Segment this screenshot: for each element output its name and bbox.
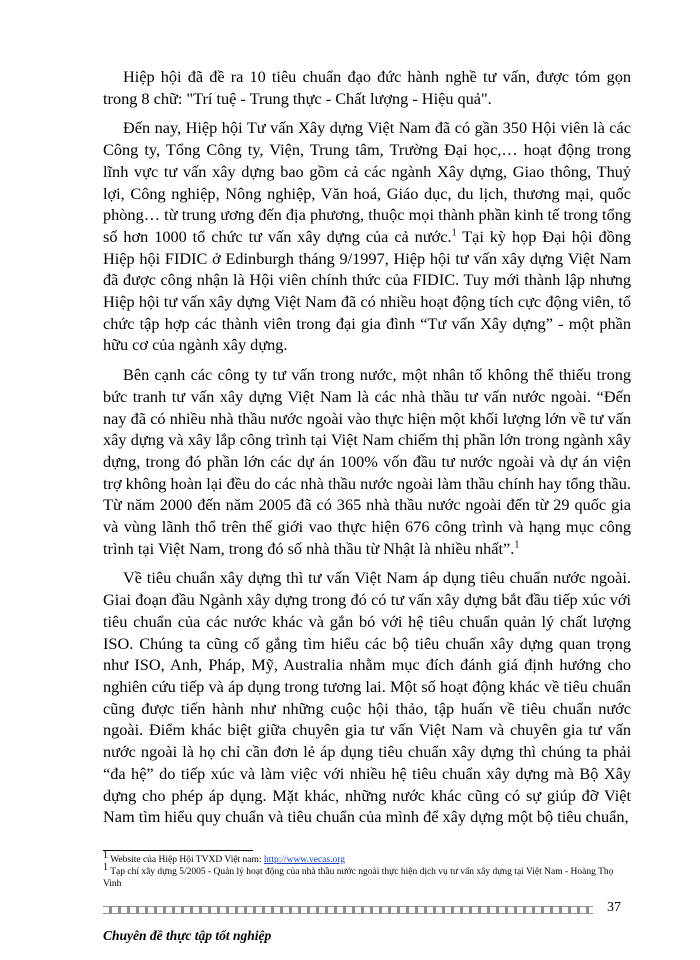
footnote-mark-2[interactable]: 1 [514, 539, 520, 551]
footnote-2-mark: 1 [103, 861, 108, 873]
footer-divider [103, 906, 593, 914]
page-number: 37 [607, 900, 621, 915]
vecas-link[interactable]: http://www.vecas.org [263, 855, 345, 865]
footnote-2 [103, 861, 631, 891]
footnote-separator [103, 850, 253, 851]
document-body [103, 66, 631, 836]
paragraph-foreign-contractors [103, 364, 631, 559]
paragraph-standards: Về tiêu chuẩn xây dựng thì tư vấn Việt Nam áp dụng tiêu chuẩn nước ngoài. Giai đoạn đầu Ngành xây dựng trong đó có tư vấn xây dựng bắt đầu tiếp xúc với tiêu chuẩn của các nước khác và gắn bó với hệ tiêu chuẩn quản lý chất lượng ISO. Chúng ta cũng cố gắng tìm hiểu các bộ tiêu chuẩn xây dựng quan trọng như ISO, Anh, Pháp, Mỹ, Australia nhằm mục đích đánh giá định hướng cho nghiên cứu tiếp và áp dụng trong tương lai. Một số hoạt động khác về tiêu chuẩn cũng được tiến hành như những cuộc hội thảo, tập huấn về tiêu chuẩn nước ngoài. Điểm khác biệt giữa chuyên gia tư vấn Việt Nam và chuyên gia tư vấn nước ngoài là họ chỉ cần đơn lẻ áp dụng tiêu chuẩn xây dựng thì chúng ta phải “đa hệ” do tiếp xúc và làm việc với nhiều hệ tiêu chuẩn xây dựng mà Bộ Xây dựng cho phép áp dụng. Mặt khác, những nước khác cũng có sự giúp đỡ Việt Nam tìm hiểu quy chuẩn và tiêu chuẩn của mình để xây dựng một bộ tiêu chuẩn, [103, 568, 631, 827]
footnote-1-mark: 1 [103, 849, 108, 861]
footnote-1 [103, 849, 631, 867]
footnote-mark-1[interactable]: 1 [451, 227, 457, 239]
paragraph-foreign-text: Bên cạnh các công ty tư vấn trong nước, một nhân tố không thể thiếu trong bức tranh tư vấn xây dựng Việt Nam là các nhà thầu tư vấn nước ngoài. “Đến nay đã có nhiều nhà thầu nước ngoài vào thực hiện một khối lượng lớn về tư vấn xây dựng và xây lắp công trình tại Việt Nam chiếm thị phần lớn trong ngành xây dựng, trong đó phần lớn các dự án 100% vốn đầu tư nước ngoài và dự án viện trợ không hoàn lại đều do các nhà thầu nước ngoài làm thầu chính hay tổng thầu. Từ năm 2000 đến năm 2005 đã có 365 nhà thầu nước ngoài đến từ 29 quốc gia và vùng lãnh thổ trên thế giới vao thực hiện 676 công trình và hạng mục công trình tại Việt Nam, trong đó số nhà thầu từ Nhật là nhiều nhất”. [103, 365, 631, 558]
footnote-1-text: Website của Hiệp Hội TVXD Việt nam: [110, 855, 264, 865]
footnotes [103, 849, 631, 890]
footer-title: Chuyên đề thực tập tốt nghiệp [103, 928, 272, 943]
footnote-2-text: Tạp chí xây dựng 5/2005 - Quản lý hoạt động của nhà thầu nước ngoài thực hiện dịch vụ tư vấn xây dựng tại Việt Nam - Hoàng Thọ Vinh [103, 866, 614, 889]
paragraph-fidic-text: Tại kỳ họp Đại hội đồng Hiệp hội FIDIC ở Edinburgh tháng 9/1997, Hiệp hội tư vấn xây dựng Việt Nam đã được công nhận là Hội viên chính thức của FIDIC. Tuy mới thành lập nhưng Hiệp hội tư vấn xây dựng Việt Nam đã có nhiều hoạt động tích cực động viên, tổ chức tập hợp các thành viên trong đại gia đình “Tư vấn Xây dựng” - một phần hữu cơ của ngành xây dựng. [103, 226, 632, 355]
paragraph-ethics: Hiệp hội đã đề ra 10 tiêu chuẩn đạo đức hành nghề tư vấn, được tóm gọn trong 8 chữ: "Trí tuệ - Trung thực - Chất lượng - Hiệu quả". [103, 67, 631, 108]
paragraph-members [103, 117, 631, 356]
paragraph-members-text: Đến nay, Hiệp hội Tư vấn Xây dựng Việt Nam đã có gần 350 Hội viên là các Công ty, Tổng Công ty, Viện, Trung tâm, Trường Đại học,… hoạt động trong lĩnh vực tư vấn xây dựng bao gồm cả các ngành Xây dựng, Giao thông, Thuỷ lợi, Công nghiệp, Nông nghiệp, Văn hoá, Giáo dục, du lịch, thương mại, quốc phòng… từ trung ương đến địa phương, thuộc mọi thành phần kinh tế trong tổng số hơn 1000 tổ chức tư vấn xây dựng của cả nước. [103, 118, 631, 246]
